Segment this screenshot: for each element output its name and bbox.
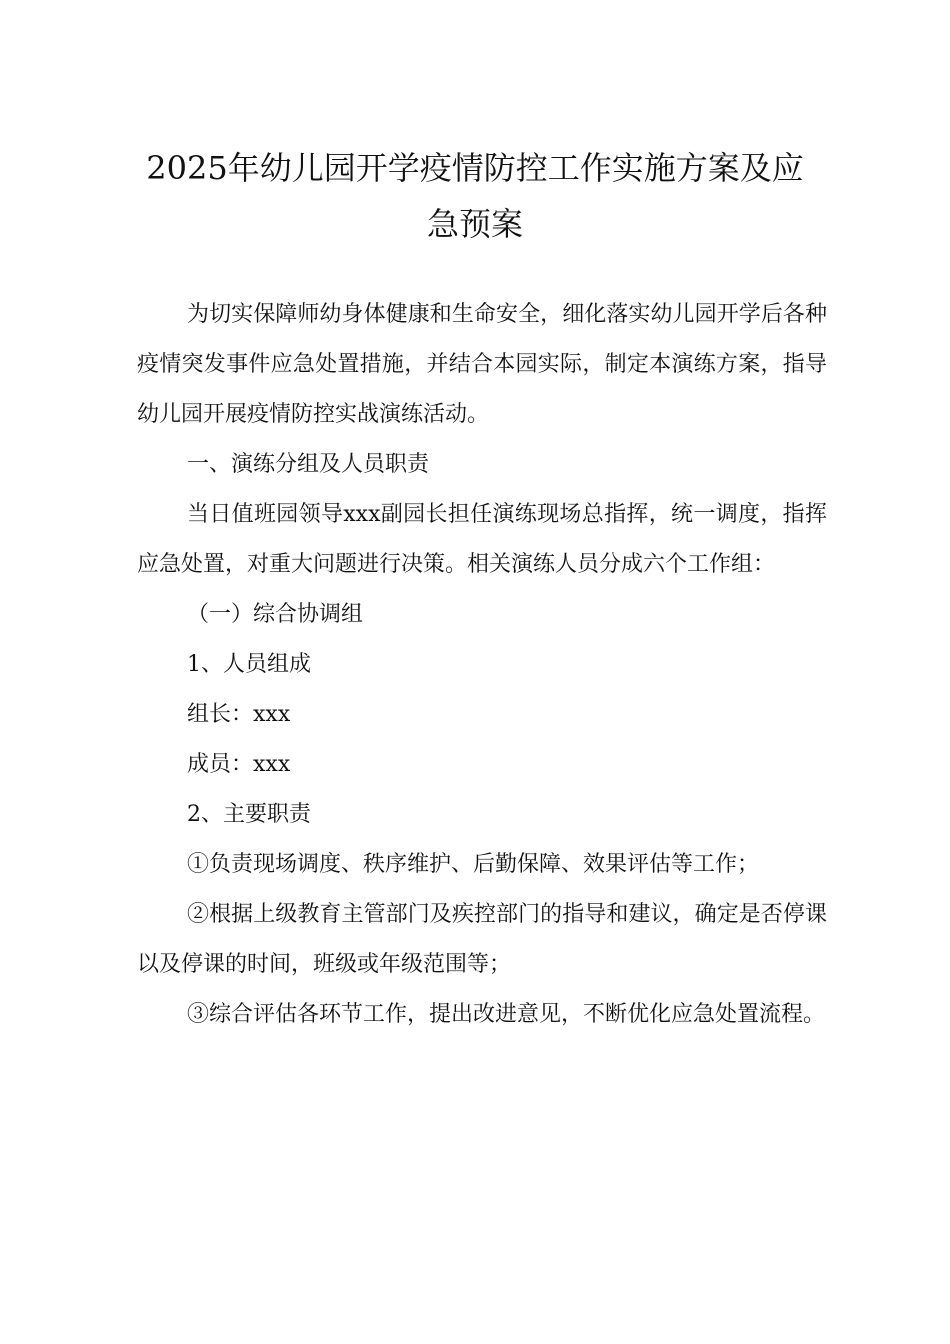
group-members-line: 成员：xxx <box>187 752 291 777</box>
duty-item-3: ③综合评估各环节工作，提出改进意见，不断优化应急处置流程。 <box>187 1002 826 1027</box>
subsection-heading-1: （一）综合协调组 <box>187 602 364 627</box>
group-leader-line: 组长：xxx <box>187 702 291 727</box>
title-line-1: 2025年幼儿园开学疫情防控工作实施方案及应 <box>146 149 804 187</box>
document-body <box>137 290 827 1040</box>
item-heading-duties: 2、主要职责 <box>187 802 311 827</box>
section-heading-1: 一、演练分组及人员职责 <box>187 452 430 477</box>
title-line-2: 急预案 <box>426 205 523 243</box>
intro-paragraph: 为切实保障师幼身体健康和生命安全，细化落实幼儿园开学后各种疫情突发事件应急处置措施，并结合本园实际，制定本演练方案，指导幼儿园开展疫情防控实战演练活动。 <box>137 302 827 427</box>
item-heading-personnel: 1、人员组成 <box>187 652 311 677</box>
duty-item-1: ①负责现场调度、秩序维护、后勤保障、效果评估等工作； <box>187 852 760 877</box>
command-paragraph: 当日值班园领导xxx副园长担任演练现场总指挥，统一调度，指挥应急处置，对重大问题进行决策。相关演练人员分成六个工作组： <box>137 502 827 577</box>
duty-item-2: ②根据上级教育主管部门及疾控部门的指导和建议，确定是否停课以及停课的时间，班级或年级范围等； <box>137 902 827 977</box>
document-title <box>120 140 830 252</box>
